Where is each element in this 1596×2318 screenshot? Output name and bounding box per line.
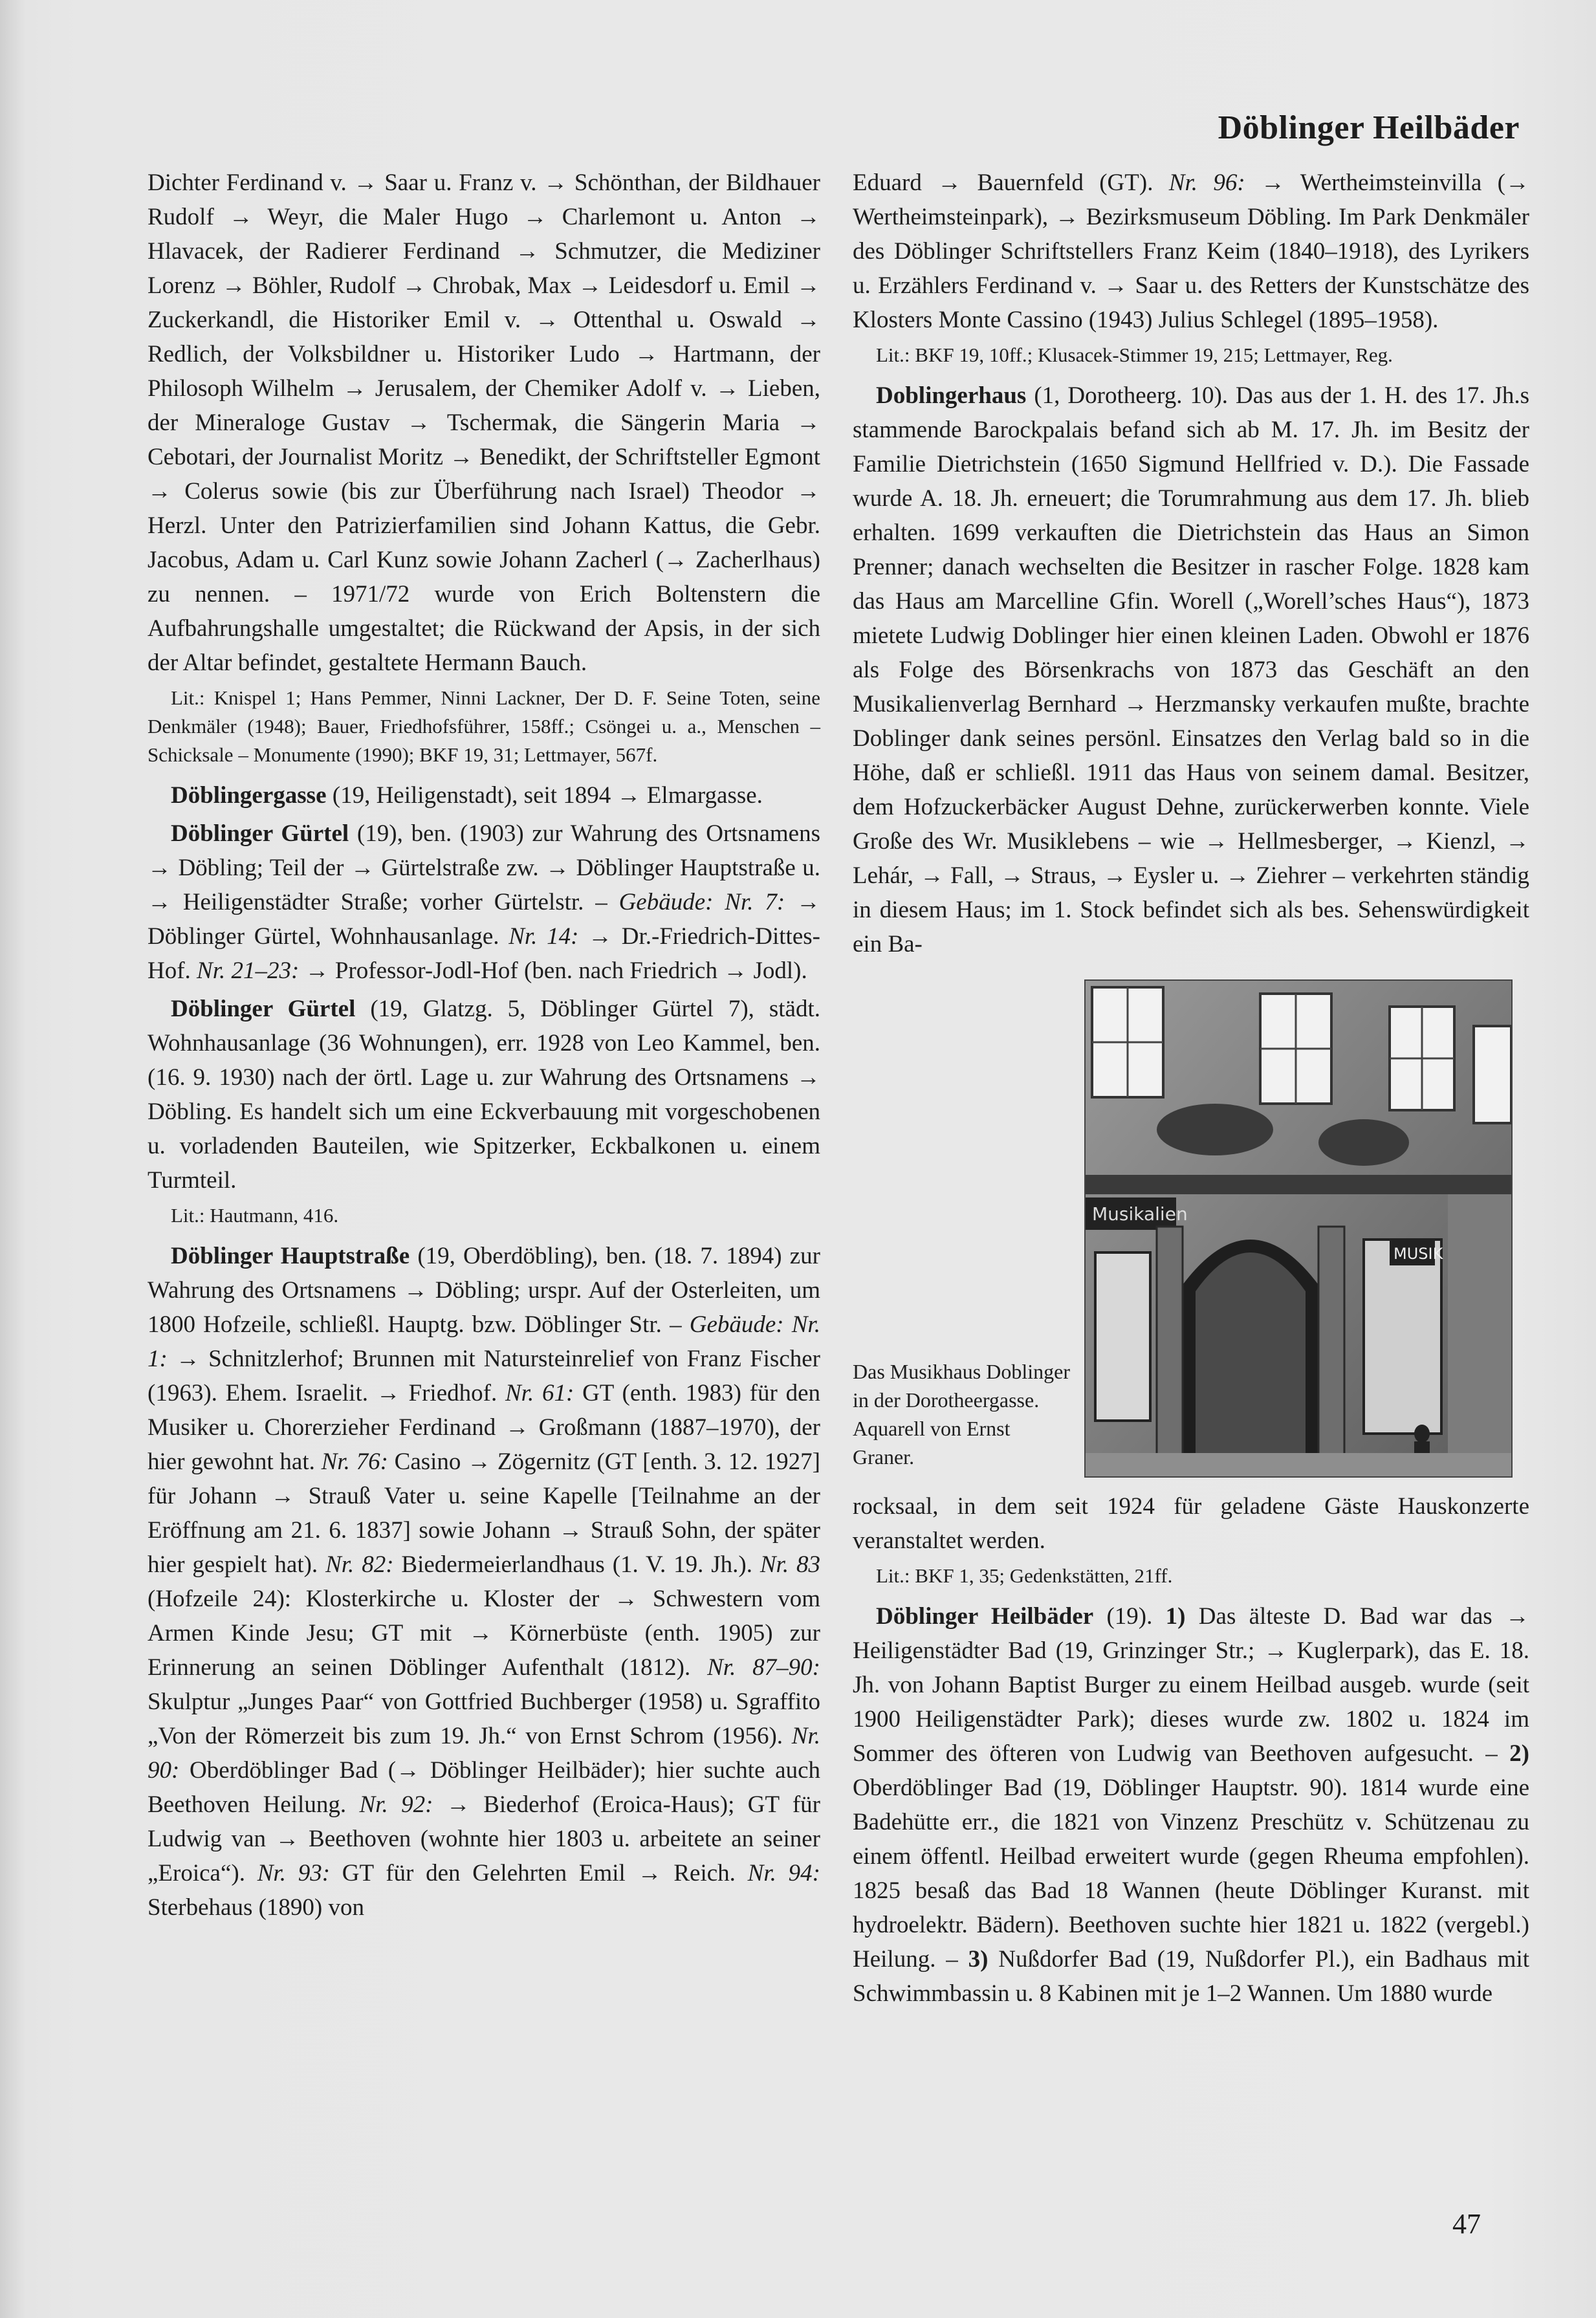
entry-number: 3) xyxy=(968,1946,989,1973)
paragraph-continuation xyxy=(853,166,1529,337)
entry-text: (Hofzeile 24): Klosterkirche u. Kloster der → Schwestern vom Armen Kinde Jesu; GT mit → Körnerbüste (enth. 1905) zur Erinnerung an seinen Döblinger Aufenthalt (1812). xyxy=(148,1586,820,1681)
entry-text: (19). xyxy=(1093,1603,1166,1630)
entry-doeblinger-heilbaeder xyxy=(853,1599,1529,2011)
entry-text: Das älteste D. Bad war das → Heiligenstädter Bad (19, Grinzinger Str.; → Kuglerpark), das E. 18. Jh. von Johann Baptist Burger zu einem Heilbad ausgeb. wurde (seit 1900 Heiligenstädter Park); dieses wurde zw. 1802 u. 1824 im Sommer des öfteren von Ludwig van Beethoven aufgesucht. – xyxy=(853,1603,1529,1767)
entry-italic: Nr. 76: xyxy=(321,1449,388,1475)
entry-heading: Döblinger Hauptstraße xyxy=(171,1243,410,1269)
figure-caption: Das Musikhaus Doblinger in der Dorotheergasse. Aquarell von Ernst Graner. xyxy=(853,1360,1070,1469)
entry-text: → Professor-Jodl-Hof (ben. nach Friedrich → Jodl). xyxy=(299,957,807,984)
entry-text: Skulptur „Junges Paar“ von Gottfried Buchberger (1958) u. Sgraffito „Von der Römerzeit bis zum 19. Jh.“ von Ernst Schrom (1956). xyxy=(148,1689,820,1749)
entry-text: GT (enth. 1983) für den Musiker u. Chorerzieher Ferdinand → Großmann (1887–1970), der hier gewohnt hat. xyxy=(148,1380,821,1475)
entry-text: GT für den Gelehrten Emil → Reich. xyxy=(330,1860,748,1886)
literature-note: Lit.: BKF 19, 10ff.; Klusacek-Stimmer 19, 215; Lettmayer, Reg. xyxy=(876,344,1393,366)
entry-italic: Nr. 90: xyxy=(148,1723,820,1784)
entry-text: Oberdöblinger Bad (→ Döblinger Heilbäder); hier suchte auch Beethoven Heilung. xyxy=(148,1757,820,1818)
figure xyxy=(853,979,1529,1478)
right-column xyxy=(853,166,1529,2015)
shop-window-sign: MUSIK xyxy=(1394,1245,1443,1263)
entry-heading: Döblinger Heilbäder xyxy=(876,1603,1094,1630)
literature-note: Lit.: Hautmann, 416. xyxy=(171,1204,339,1227)
paragraph-continuation: Dichter Ferdinand v. → Saar u. Franz v. → Schönthan, der Bildhauer Rudolf → Weyr, die Maler Hugo → Charlemont u. Anton → Hlavacek, der Radierer Ferdinand → Schmutzer, die Mediziner Lorenz → Böhler, Rudolf → Chrobak, Max → Leidesdorf u. Emil → Zuckerkandl, die Historiker Emil v. → Ottenthal u. Oswald → Redlich, der Volksbildner u. Historiker Ludo → Hartmann, der Philosoph Wilhelm → Jerusalem, der Chemiker Adolf v. → Lieben, der Mineraloge Gustav → Tschermak, die Sängerin Maria → Cebotari, der Journalist Moritz → Benedikt, der Schriftsteller Egmont → Colerus sowie (bis zur Überführung nach Israel) Theodor → Herzl. Unter den Patrizierfamilien sind Johann Kattus, die Gebr. Jacobus, Adam u. Carl Kunz sowie Johann Zacherl (→ Zacherlhaus) zu nennen. – 1971/72 wurde von Erich Boltenstern die Aufbahrungshalle umgestaltet; die Rückwand der Apsis, in der sich der Altar befindet, gestaltete Hermann Bauch. xyxy=(148,169,820,676)
entry-text: → Döblinger Gürtel, Wohnhausanlage. xyxy=(148,889,820,950)
entry-text: (19, Heiligenstadt), seit 1894 → Elmargasse. xyxy=(326,782,763,809)
entry-italic: Nr. 83 xyxy=(760,1551,820,1578)
entry-text: (19, Glatzg. 5, Döblinger Gürtel 7), städt. Wohnhausanlage (36 Wohnungen), err. 1928 von Leo Kammel, ben. (16. 9. 1930) nach der örtl. Lage u. zur Wahrung des Ortsnamens → Döbling. Es handelt sich um eine Eckverbauung mit vorgeschobenen u. vorladenden Bauteilen, wie Spitzerker, Eckbalkonen u. einem Turmteil. xyxy=(148,996,820,1194)
entry-italic: Nr. 94: xyxy=(747,1860,820,1886)
entry-italic: Nr. 82: xyxy=(325,1551,394,1578)
entry-italic: Nr. 93: xyxy=(257,1860,331,1886)
paragraph-continuation: rocksaal, in dem seit 1924 für geladene Gäste Hauskonzerte veranstaltet werden. xyxy=(853,1493,1529,1554)
entry-number: 1) xyxy=(1165,1603,1186,1630)
entry-italic: Nr. 14: xyxy=(508,923,579,950)
entry-italic: Nr. 21–23: xyxy=(197,957,300,984)
entry-heading: Döblingergasse xyxy=(171,782,327,809)
entry-heading: Döblinger Gürtel xyxy=(171,820,349,847)
entry-text: Oberdöblinger Bad (19, Döblinger Hauptstr. 90). 1814 wurde eine Badehütte err., die 1821 von Vinzenz Preschütz v. Schützenau zu einem öffentl. Heilbad erweitert wurde (gegen Rheuma empfohlen). 1825 besaß das Bad 18 Wannen (heute Döblinger Kuranst. mit hydroelektr. Bädern). Beethoven suchte hier 1821 u. 1822 (vergebl.) Heilung. – xyxy=(853,1775,1529,1973)
entry-text: Eduard → Bauernfeld (GT). xyxy=(853,169,1169,196)
entry-text: Nußdorfer Bad (19, Nußdorfer Pl.), ein Badhaus mit Schwimmbassin u. 8 Kabinen mit je 1–2 Wannen. Um 1880 wurde xyxy=(853,1946,1529,2007)
building-facade-illustration xyxy=(1086,981,1511,1476)
entry-italic: Gebäude: Nr. 7: xyxy=(618,889,785,915)
entry-italic: Gebäude: Nr. 1: xyxy=(148,1311,820,1372)
entry-number: 2) xyxy=(1509,1740,1529,1767)
entry-text: → Schnitzlerhof; Brunnen mit Natursteinrelief von Franz Fischer (1963). Ehem. Israelit. → Friedhof. xyxy=(148,1346,820,1406)
page-number: 47 xyxy=(1452,2208,1481,2240)
entry-text: → Wertheimsteinvilla (→ Wertheimsteinpark), → Bezirksmuseum Döbling. Im Park Denkmäler des Döblinger Schriftstellers Franz Keim (1840–1918), des Lyrikers u. Erzählers Ferdinand v. → Saar u. des Retters der Kunstschätze des Klosters Monte Cassino (1943) Julius Schlegel (1895–1958). xyxy=(853,169,1529,333)
entry-text: (1, Dorotheerg. 10). Das aus der 1. H. des 17. Jh.s stammende Barockpalais befand sich ab M. 17. Jh. im Besitz der Familie Dietrichstein (1650 Sigmund Hellfried v. D.). Die Fassade wurde A. 18. Jh. erneuert; die Torumrahmung aus dem 17. Jh. blieb erhalten. 1699 verkauften die Dietrichstein das Haus an Simon Prenner; danach wechselten die Besitzer in rascher Folge. 1828 kam das Haus am Marcelline Gfin. Worell („Worell’sches Haus“), 1873 mietete Ludwig Doblinger hier einen kleinen Laden. Obwohl er 1876 als Folge des Börsenkrachs von 1873 das Geschäft an den Musikalienverlag Bernhard → Herzmansky verkaufen mußte, brachte Doblinger dank seines persönl. Einsatzes den Verlag bald so in die Höhe, daß er schließl. 1911 das Haus von seinem damal. Besitzer, dem Hofzuckerbäcker August Dehne, zurückerwerben konnte. Viele Große des Wr. Musiklebens – wie → Hellmesberger, → Kienzl, → Lehár, → Fall, → Straus, → Eysler u. → Ziehrer – verkehrten ständig in diesem Haus; im 1. Stock befindet sich als bes. Sehenswürdigkeit ein Ba- xyxy=(853,382,1529,957)
entry-heading: Döblinger Gürtel xyxy=(171,996,356,1022)
entry-text: Biedermeierlandhaus (1. V. 19. Jh.). xyxy=(393,1551,760,1578)
literature-note: Lit.: Knispel 1; Hans Pemmer, Ninni Lackner, Der D. F. Seine Toten, seine Denkmäler (1948); Bauer, Friedhofsführer, 158ff.; Csöngei u. a., Menschen – Schicksale – Monumente (1990); BKF 19, 31; Lettmayer, 567f. xyxy=(148,686,820,766)
entry-doblingerhaus xyxy=(853,378,1529,961)
left-column xyxy=(148,166,820,1929)
literature-note: Lit.: BKF 1, 35; Gedenkstätten, 21ff. xyxy=(876,1564,1173,1587)
entry-text: Sterbehaus (1890) von xyxy=(148,1894,364,1921)
entry-text: (19), ben. (1903) zur Wahrung des Ortsnamens → Döbling; Teil der → Gürtelstraße zw. → Döblinger Hauptstraße u. → Heiligenstädter Straße; vorher Gürtelstr. – xyxy=(148,820,820,915)
photo-musikhaus-doblinger xyxy=(1084,979,1513,1478)
entry-doeblinger-guertel-building xyxy=(148,992,820,1197)
running-header: Döblinger Heilbäder xyxy=(1218,109,1520,146)
entry-italic: Nr. 96: xyxy=(1168,169,1245,196)
entry-text: Casino → Zögernitz (GT [enth. 3. 12. 1927] für Johann → Strauß Vater u. seine Kapelle [Teilnahme an der Eröffnung am 21. 6. 1837] sowie Johann → Strauß Sohn, der später hier gespielt hat). xyxy=(148,1449,820,1578)
entry-doeblinger-guertel-street xyxy=(148,816,820,988)
entry-text: (19, Oberdöbling), ben. (18. 7. 1894) zur Wahrung des Ortsnamens → Döbling; urspr. Auf der Osterleiten, um 1800 Hofzeile, schließl. Hauptg. bzw. Döblinger Str. – xyxy=(148,1243,820,1338)
entry-italic: Nr. 61: xyxy=(505,1380,574,1406)
entry-text: → Dr.-Friedrich-Dittes-Hof. xyxy=(148,923,820,984)
entry-text: → Biederhof (Eroica-Haus); GT für Ludwig van → Beethoven (wohnte hier 1803 u. arbeitete an seiner „Eroica“). xyxy=(148,1791,820,1886)
entry-doeblinger-hauptstrasse xyxy=(148,1239,820,1925)
shop-sign-text: Musikalien xyxy=(1092,1203,1188,1225)
entry-italic: Nr. 92: xyxy=(359,1791,433,1818)
entry-italic: Nr. 87–90: xyxy=(707,1654,820,1681)
entry-doeblingergasse xyxy=(148,778,820,813)
entry-heading: Doblingerhaus xyxy=(876,382,1027,409)
